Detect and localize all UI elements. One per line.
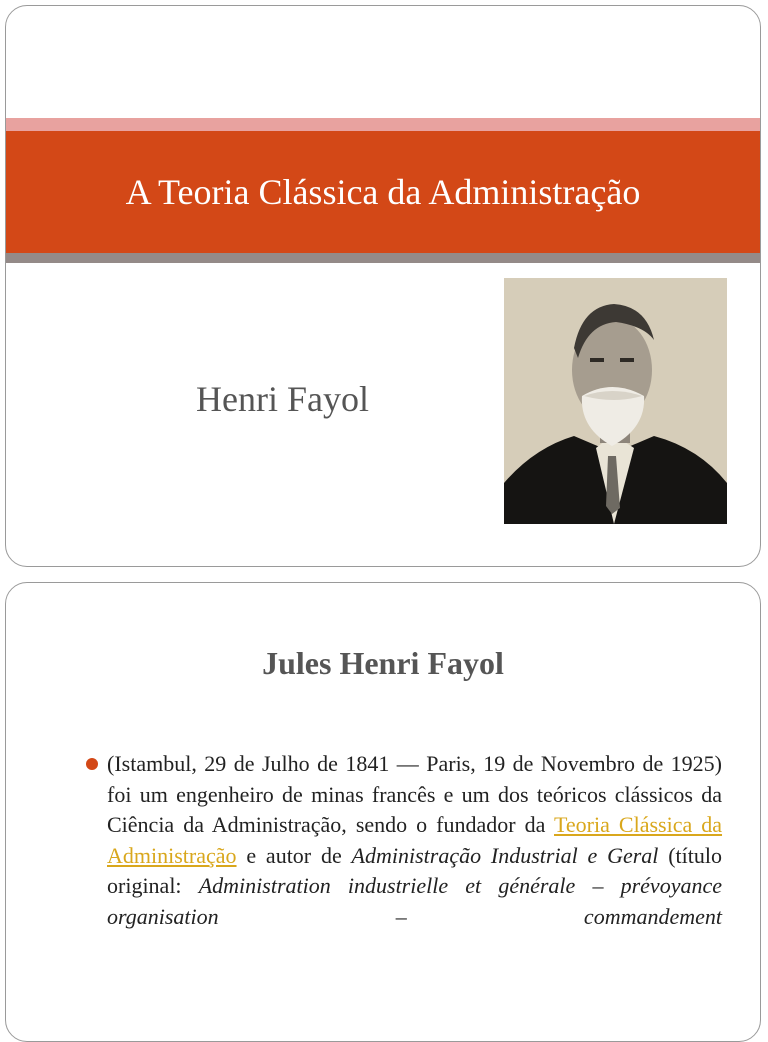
slide-title: A Teoria Clássica da Administração — [125, 172, 641, 212]
book-title-pt: Administração Industrial e Geral — [351, 842, 659, 868]
slide-subtitle: Henri Fayol — [196, 379, 369, 419]
slide-heading: Jules Henri Fayol — [262, 645, 504, 681]
portrait-photo — [504, 278, 727, 524]
bullet-text — [107, 749, 722, 932]
bullet-text-part2: e autor de — [236, 842, 352, 868]
bullet-text-part3: (título original: — [107, 842, 722, 898]
bullet-item — [86, 749, 722, 932]
book-title-fr: Administration industrielle et générale – prévoyance organisation – commandement — [107, 873, 722, 929]
bullet-text-part1: (Istambul, 29 de Julho de 1841 — Paris, 19 de Novembro de 1925) foi um engenheiro de minas francês e um dos teóricos clássicos da Ciência da Administração, sendo o fundador da — [107, 751, 722, 837]
title-accent-band-top — [6, 118, 760, 131]
teoria-classica-link[interactable]: Teoria Clássica da Administração — [107, 812, 723, 868]
slide-2 — [5, 582, 761, 1042]
title-accent-band-bottom — [6, 253, 760, 263]
slide-1 — [5, 5, 761, 567]
bullet-icon — [86, 758, 98, 770]
title-bar — [6, 131, 760, 253]
